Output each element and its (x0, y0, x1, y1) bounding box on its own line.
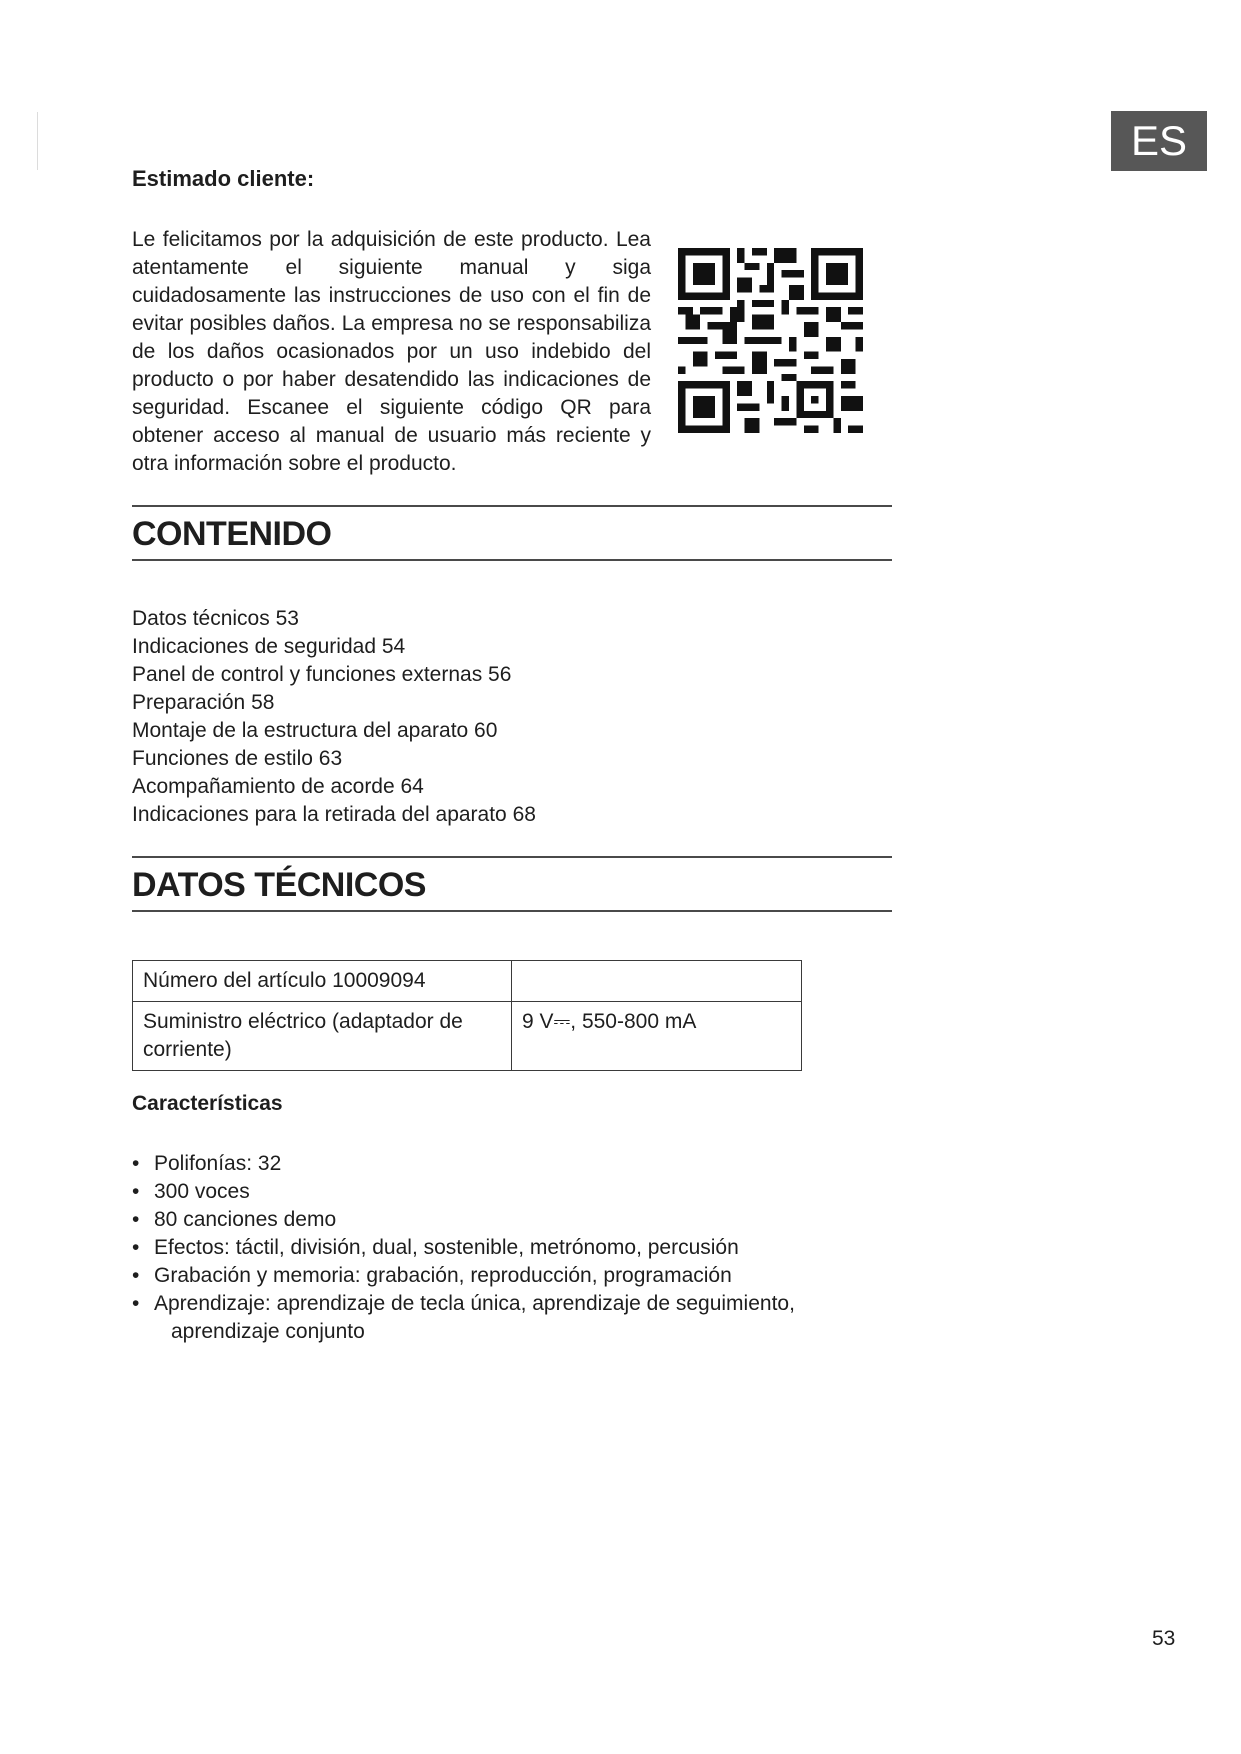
feature-text: 80 canciones demo (154, 1208, 337, 1231)
toc-item[interactable]: Indicaciones para la retirada del aparato 68 (132, 803, 536, 826)
toc-item[interactable]: Panel de control y funciones externas 56 (132, 663, 512, 686)
margin-rule (37, 112, 38, 170)
bullet-icon: • (132, 1208, 140, 1231)
feature-text: Polifonías: 32 (154, 1152, 282, 1175)
list-item (132, 1206, 852, 1234)
list-item (132, 1150, 852, 1178)
technical-data-heading: DATOS TÉCNICOS (132, 856, 892, 912)
features-heading: Características (132, 1092, 283, 1115)
toc-item[interactable]: Indicaciones de seguridad 54 (132, 635, 406, 658)
qr-code[interactable] (678, 248, 863, 433)
toc-item[interactable]: Preparación 58 (132, 691, 275, 714)
bullet-icon: • (132, 1236, 140, 1259)
list-item (132, 1178, 852, 1206)
feature-text: Efectos: táctil, división, dual, sostenible, metrónomo, percusión (154, 1236, 739, 1259)
features-list (132, 1150, 852, 1346)
contents-heading: CONTENIDO (132, 505, 892, 561)
intro-paragraph: Le felicitamos por la adquisición de este producto. Lea atentamente el siguiente manual y siga cuidadosamente las instrucciones de uso con el fin de evitar posibles daños. La empresa no se responsabiliza de los daños ocasionados por un uso indebido del producto o por haber desatendido las indicaciones de seguridad. Escanee el siguiente código QR para obtener acceso al manual de usuario más reciente y otra información sobre el producto. (132, 228, 651, 475)
specs-table (132, 960, 802, 1071)
toc-item[interactable]: Datos técnicos 53 (132, 607, 299, 630)
language-tab: ES (1111, 111, 1207, 171)
list-item (132, 1262, 852, 1290)
bullet-icon: • (132, 1152, 140, 1175)
bullet-icon: • (132, 1264, 140, 1287)
feature-text-continued: aprendizaje conjunto (171, 1320, 365, 1343)
list-item (132, 1234, 852, 1262)
toc-item[interactable]: Montaje de la estructura del aparato 60 (132, 719, 498, 742)
table-cell (512, 961, 802, 1002)
toc-item[interactable]: Funciones de estilo 63 (132, 747, 343, 770)
table-of-contents (132, 605, 536, 829)
bullet-icon: • (132, 1180, 140, 1203)
bullet-icon: • (132, 1292, 140, 1315)
page-number: 53 (1152, 1627, 1176, 1650)
table-cell: Suministro eléctrico (adaptador de corriente) (133, 1002, 512, 1071)
table-cell: Número del artículo 10009094 (133, 961, 512, 1002)
table-row (133, 961, 802, 1002)
list-item (132, 1290, 852, 1346)
toc-item[interactable]: Acompañamiento de acorde 64 (132, 775, 424, 798)
greeting: Estimado cliente: (132, 166, 315, 191)
feature-text: 300 voces (154, 1180, 250, 1203)
feature-text: Grabación y memoria: grabación, reproducción, programación (154, 1264, 732, 1287)
feature-text: Aprendizaje: aprendizaje de tecla única, aprendizaje de seguimiento, (154, 1292, 795, 1315)
table-row (133, 1002, 802, 1071)
table-cell: 9 V⎓, 550-800 mA (512, 1002, 802, 1071)
